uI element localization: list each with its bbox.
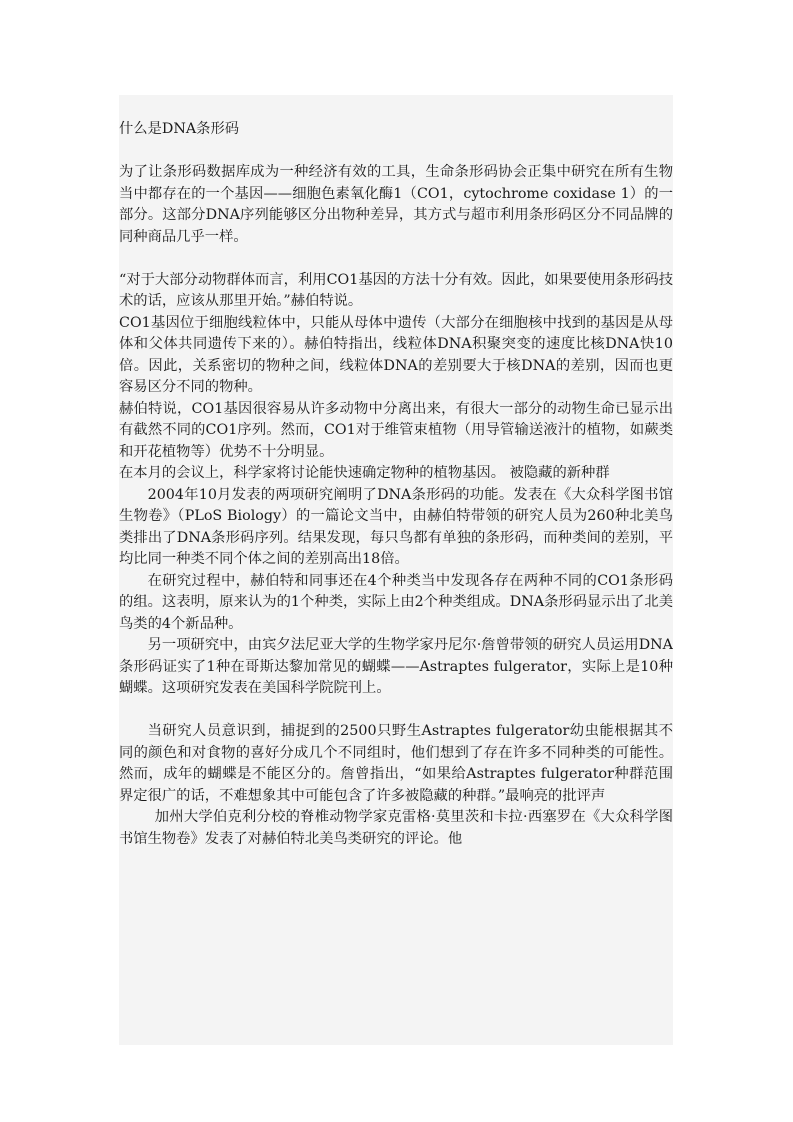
blank-line xyxy=(119,248,673,270)
blank-line xyxy=(119,141,673,163)
paragraph-co1-plants: 赫伯特说，CO1基因很容易从许多动物中分离出来，有很大一部分的动物生命已显示出有截然不同的CO1序列。然而，CO1对于维管束植物（用导管输送液汁的植物，如蕨类和开花植物等）优势不十分明显。 xyxy=(119,400,673,460)
paragraph-larvae: 当研究人员意识到，捕捉到的2500只野生Astraptes fulgerator幼虫能根据其不同的颜色和对食物的喜好分成几个不同组时，他们想到了存在许多不同种类的可能性。然而，成年的蝴蝶是不能区分的。詹曾指出，“如果给Astraptes fulgerator种群范围界定很广的话，不难想象其中可能包含了许多被隐藏的种群。”最响亮的批评声 xyxy=(119,723,673,804)
paragraph-co1-intro: 为了让条形码数据库成为一种经济有效的工具，生命条形码协会正集中研究在所有生物当中都存在的一个基因——细胞色素氧化酶1（CO1，cytochrome coxidase 1）的一部分。这部分DNA序列能够区分出物种差异，其方式与超市利用条形码区分不同品牌的同种商品几乎一样。 xyxy=(119,164,673,245)
paragraph-bird-study: 2004年10月发表的两项研究阐明了DNA条形码的功能。发表在《大众科学图书馆生物卷》（PLoS Biology）的一篇论文当中，由赫伯特带领的研究人员为260种北美鸟类排出了DNA条形码序列。结果发现，每只鸟都有单独的条形码，而种类间的差别，平均比同一种类不同个体之间的差别高出18倍。 xyxy=(119,486,673,567)
document-body xyxy=(119,119,673,850)
paragraph-mitochondria: CO1基因位于细胞线粒体中，只能从母体中遗传（大部分在细胞核中找到的基因是从母体和父体共同遗传下来的）。赫伯特指出，线粒体DNA积聚突变的速度比核DNA快10倍。因此，关系密切的物种之间，线粒体DNA的差别要大于核DNA的差别，因而也更容易区分不同的物种。 xyxy=(119,314,673,395)
paragraph-new-species: 在研究过程中，赫伯特和同事还在4个种类当中发现各存在两种不同的CO1条形码的组。这表明，原来认为的1个种类，实际上由2个种类组成。DNA条形码显示出了北美鸟类的4个新品种。 xyxy=(119,572,673,632)
paragraph-hebert-quote: “对于大部分动物群体而言，利用CO1基因的方法十分有效。因此，如果要使用条形码技术的话，应该从那里开始。”赫伯特说。 xyxy=(119,271,673,309)
paragraph-meeting: 在本月的会议上，科学家将讨论能快速确定物种的植物基因。 被隐藏的新种群 xyxy=(119,465,610,481)
paragraph-critique: 加州大学伯克利分校的脊椎动物学家克雷格·莫里茨和卡拉·西塞罗在《大众科学图书馆生物卷》发表了对赫伯特北美鸟类研究的评论。他 xyxy=(119,809,673,847)
paragraph-butterfly-study: 另一项研究中，由宾夕法尼亚大学的生物学家丹尼尔·詹曾带领的研究人员运用DNA条形码证实了1种在哥斯达黎加常见的蝴蝶——Astraptes fulgerator，实际上是10种蝴蝶。这项研究发表在美国科学院院刊上。 xyxy=(119,637,673,696)
document-page xyxy=(119,95,673,1045)
blank-line xyxy=(119,700,673,722)
document-title: 什么是DNA条形码 xyxy=(119,121,240,137)
